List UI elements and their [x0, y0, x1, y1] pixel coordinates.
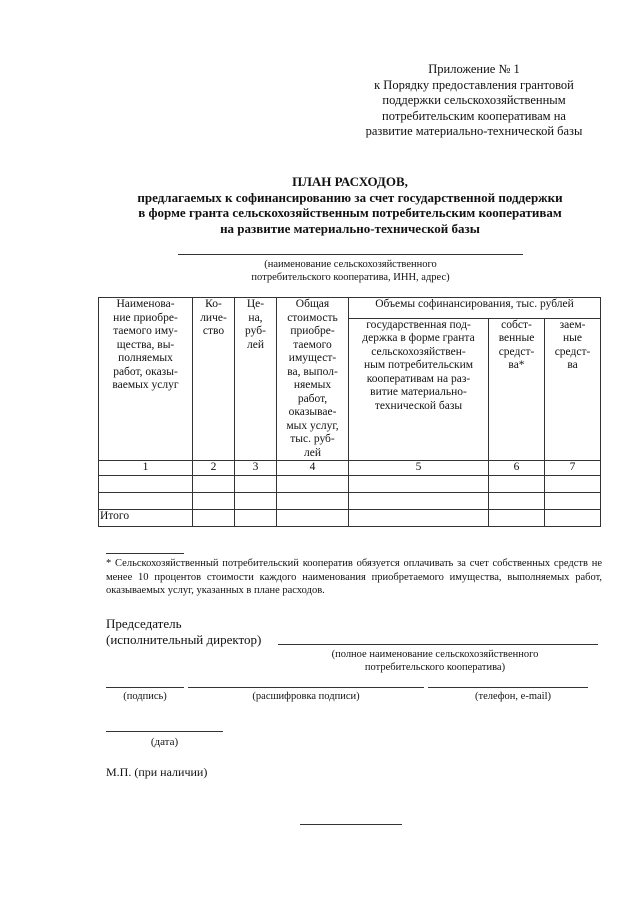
header-line: ва* — [508, 359, 525, 372]
appendix-line: развитие материально-технической базы — [365, 124, 583, 138]
header-line: таемого — [293, 338, 332, 351]
appendix-line: к Порядку предоставления грантовой — [374, 77, 574, 92]
end-divider — [300, 824, 402, 825]
header-line: полняемых — [118, 352, 173, 364]
column-number: 2 — [193, 461, 235, 476]
header-line: лей — [304, 446, 321, 459]
header-line: лей — [247, 338, 264, 351]
caption-line: (наименование сельскохозяйственного — [264, 259, 437, 270]
header-line: сельскохозяйствен- — [371, 345, 466, 358]
coop-name-line — [178, 254, 523, 255]
header-line: работ, — [297, 392, 328, 405]
phone-caption: (телефон, e-mail) — [474, 691, 551, 702]
column-number: 6 — [489, 461, 545, 476]
footnote: * Сельскохозяйственный потребительский кооператив обязуется оплачивать за счет собственных средств не менее 10 процентов стоимости каждого наименования приобретаемого имущества, выполняемых работ, оказываемых услуг, указанных в плане расходов. — [106, 558, 602, 596]
header-line: ва — [567, 359, 578, 372]
column-number: 1 — [99, 461, 193, 476]
header-line: таемого иму- — [113, 325, 178, 337]
header-line: Це- — [246, 298, 265, 310]
header-line: руб- — [245, 325, 266, 337]
coop-full-name-caption — [300, 648, 570, 674]
header-line: работ, оказы- — [113, 365, 178, 378]
header-line: на, — [248, 311, 263, 324]
header-line: собст- — [501, 318, 532, 331]
title-line: в форме гранта сельскохозяйственным потребительским кооперативам — [138, 205, 562, 220]
chairman-label — [106, 616, 261, 648]
header-line: имущест- — [288, 352, 337, 364]
header-total-cost — [277, 298, 349, 461]
appendix-block — [348, 62, 600, 140]
coop-name-caption — [178, 258, 523, 284]
header-line: ние приобре- — [113, 311, 178, 324]
caption-line: потребительского кооператива) — [364, 662, 506, 673]
appendix-line: поддержки сельскохозяйственным — [382, 93, 566, 107]
column-number: 7 — [545, 461, 601, 476]
header-line: технической базы — [374, 399, 463, 412]
date-line — [106, 731, 223, 732]
column-number: 5 — [349, 461, 489, 476]
signature-caption: (подпись) — [123, 691, 167, 702]
document-title — [60, 174, 640, 236]
header-line: щества, вы- — [116, 338, 175, 351]
chair-line: Председатель — [106, 616, 182, 631]
header-line: средст- — [554, 345, 591, 358]
header-line: венные — [498, 332, 535, 345]
header-price — [235, 298, 277, 461]
decode-caption: (расшифровка подписи) — [252, 691, 360, 702]
header-line: няемых — [293, 379, 332, 391]
title-line: предлагаемых к софинансированию за счет государственной поддержки — [137, 189, 563, 205]
header-line: ным потребительским — [363, 359, 474, 372]
footnote-divider — [106, 553, 184, 554]
header-line: мых услуг, — [286, 419, 339, 432]
appendix-line: потребительским кооперативам на — [382, 108, 566, 123]
header-line: стоимость — [287, 311, 338, 324]
total-row — [99, 510, 601, 527]
header-line: Общая — [295, 298, 330, 310]
header-line: средст- — [498, 345, 535, 358]
header-line: оказывае- — [288, 406, 337, 418]
header-line: заем- — [559, 318, 586, 331]
date-caption: (дата) — [150, 736, 179, 748]
column-number: 4 — [277, 461, 349, 476]
header-line: ва, выпол- — [287, 365, 338, 378]
stamp-label: М.П. (при наличии) — [106, 765, 208, 779]
header-borrowed-funds — [545, 318, 601, 460]
header-line: ваемых услуг — [112, 379, 179, 391]
header-line: государственная под- — [366, 318, 471, 331]
appendix-line: Приложение № 1 — [428, 62, 520, 76]
header-line: кооперативам на раз- — [366, 372, 471, 385]
phone-line — [428, 687, 588, 688]
header-line: Наименова- — [116, 298, 175, 310]
caption-line: (полное наименование сельскохозяйственного — [331, 649, 539, 660]
header-line: Ко- — [205, 298, 222, 310]
coop-full-name-line — [278, 644, 598, 645]
title-line: на развитие материально-технической базы — [220, 220, 480, 236]
expense-plan-table — [98, 297, 601, 527]
title-line: ПЛАН РАСХОДОВ, — [292, 174, 408, 189]
signature-line — [106, 687, 184, 688]
header-line: держка в форме гранта — [362, 332, 475, 345]
decode-line — [188, 687, 424, 688]
header-item-name — [99, 298, 193, 461]
header-line: ство — [202, 325, 225, 337]
table-row — [99, 476, 601, 493]
header-line: тыс. руб- — [290, 433, 335, 445]
header-state-support — [349, 318, 489, 460]
header-line: личе- — [200, 311, 227, 324]
header-own-funds — [489, 318, 545, 460]
caption-line: потребительского кооператива, ИНН, адрес) — [251, 272, 450, 283]
header-cofinancing-group: Объемы софинансирования, тыс. рублей — [349, 298, 601, 319]
header-line: приобре- — [290, 325, 335, 337]
total-label: Итого — [99, 510, 193, 527]
chair-line: (исполнительный директор) — [106, 632, 262, 647]
header-line: витие материально- — [370, 386, 467, 399]
column-number: 3 — [235, 461, 277, 476]
header-quantity — [193, 298, 235, 461]
header-line: ные — [563, 332, 582, 345]
table-row — [99, 493, 601, 510]
